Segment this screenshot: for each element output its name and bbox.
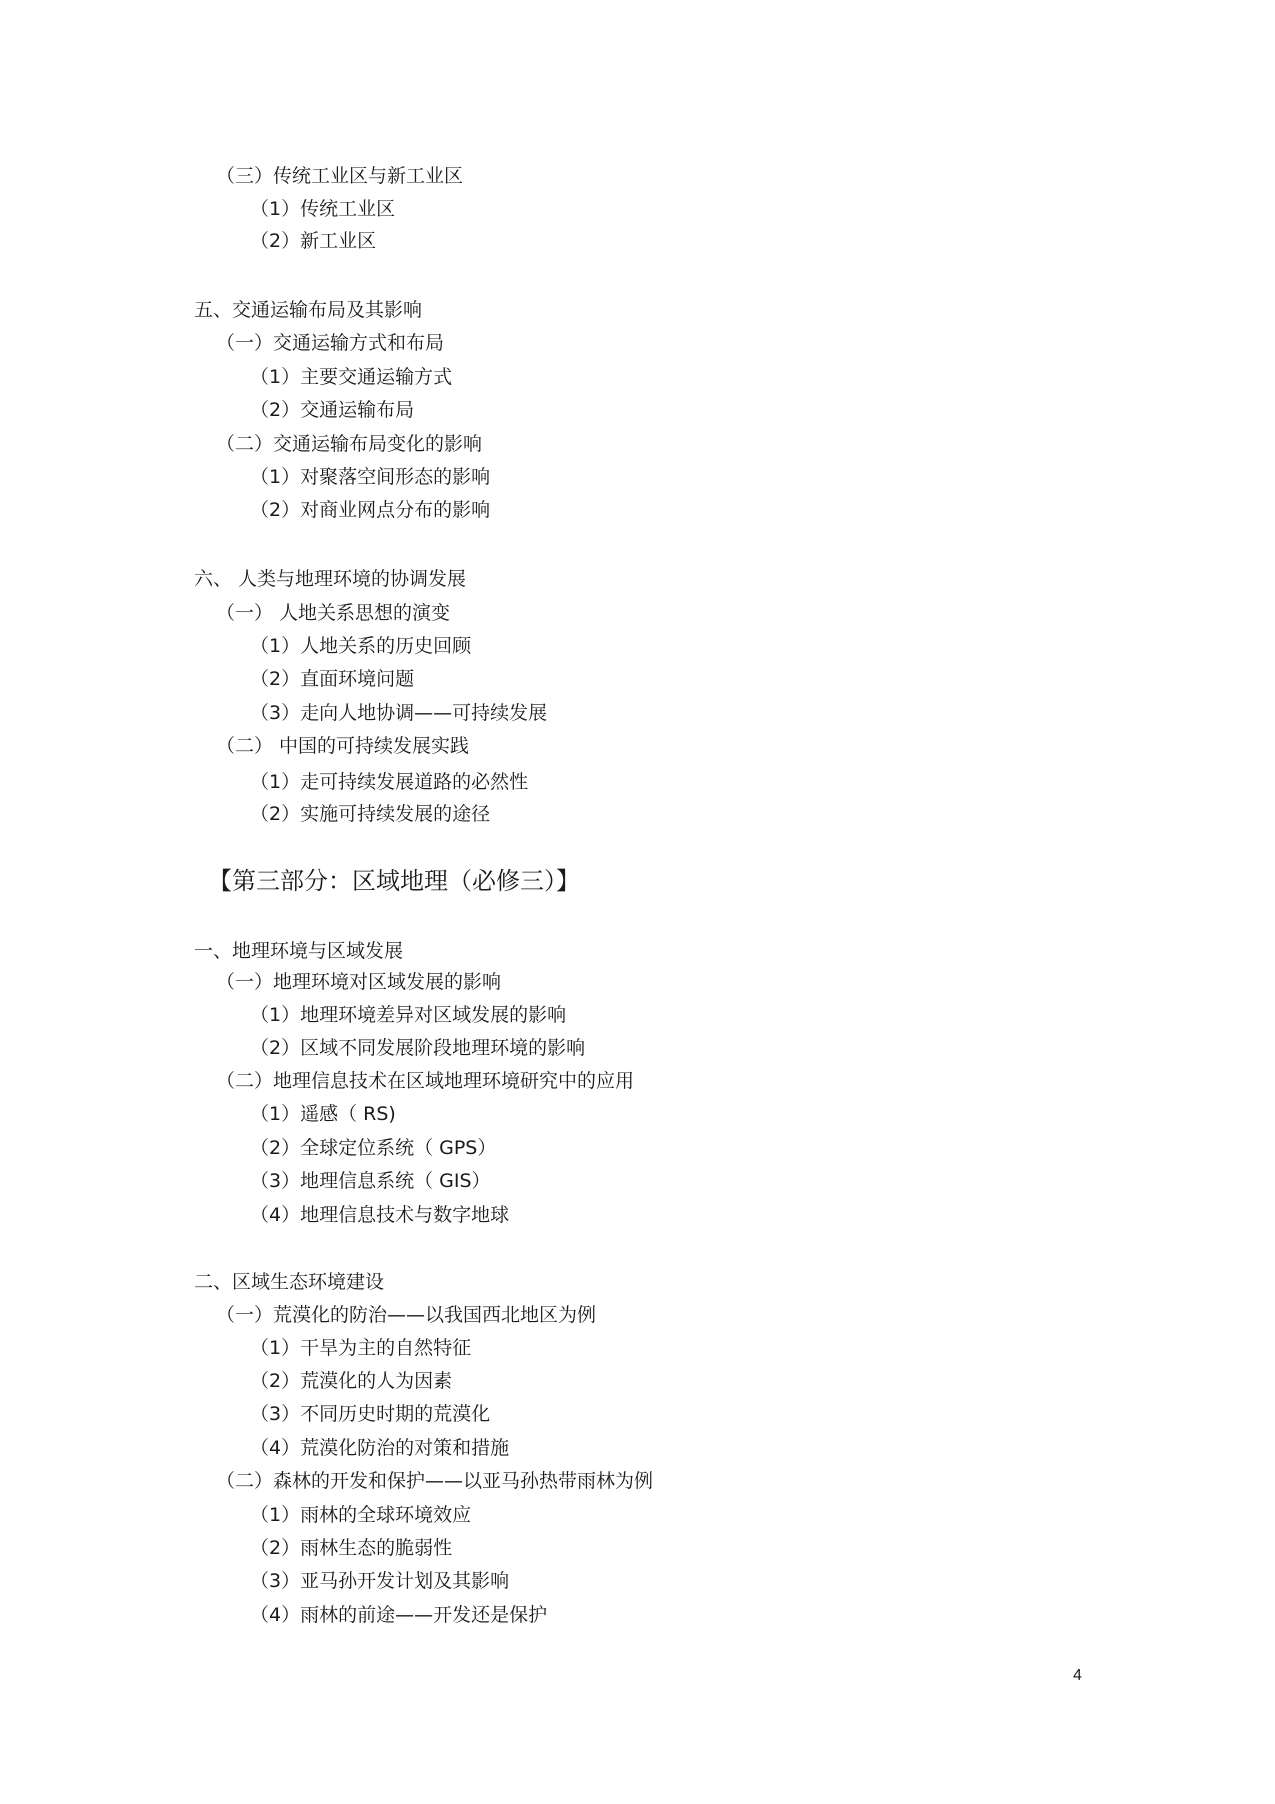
subsection-heading: （一） 人地关系思想的演变 — [216, 602, 451, 624]
section-heading: 五、交通运输布局及其影响 — [194, 299, 423, 321]
list-item: （3）走向人地协调——可持续发展 — [250, 702, 548, 724]
list-item: （2）区域不同发展阶段地理环境的影响 — [250, 1037, 586, 1059]
list-item: （1）传统工业区 — [250, 198, 396, 220]
part-title: 【第三部分：区域地理（必修三）】 — [208, 867, 580, 895]
list-item: （1）人地关系的历史回顾 — [250, 635, 472, 657]
list-item: （2）雨林生态的脆弱性 — [250, 1537, 453, 1559]
list-item: （2）直面环境问题 — [250, 668, 415, 690]
list-item: （3）不同历史时期的荒漠化 — [250, 1403, 491, 1425]
subsection-heading: （一）交通运输方式和布局 — [216, 332, 445, 354]
subsection-heading: （二）森林的开发和保护——以亚马孙热带雨林为例 — [216, 1470, 654, 1492]
list-item: （3）地理信息系统（ GIS） — [250, 1170, 491, 1192]
list-item: （2）对商业网点分布的影响 — [250, 499, 491, 521]
list-item: （2）荒漠化的人为因素 — [250, 1370, 453, 1392]
list-item: （1）地理环境差异对区域发展的影响 — [250, 1004, 567, 1026]
list-item: （1）主要交通运输方式 — [250, 366, 453, 388]
list-item: （2）全球定位系统（ GPS） — [250, 1137, 497, 1159]
subsection-heading: （三）传统工业区与新工业区 — [216, 165, 464, 187]
list-item: （2）实施可持续发展的途径 — [250, 803, 491, 825]
section-heading: 六、 人类与地理环境的协调发展 — [194, 568, 467, 590]
list-item: （1）雨林的全球环境效应 — [250, 1504, 472, 1526]
section-heading: 二、区域生态环境建设 — [194, 1271, 385, 1293]
list-item: （1）走可持续发展道路的必然性 — [250, 771, 529, 793]
list-item: （4）地理信息技术与数字地球 — [250, 1204, 510, 1226]
list-item: （3）亚马孙开发计划及其影响 — [250, 1570, 510, 1592]
subsection-heading: （二）地理信息技术在区域地理环境研究中的应用 — [216, 1070, 635, 1092]
list-item: （4）雨林的前途——开发还是保护 — [250, 1604, 548, 1626]
list-item: （1）遥感（ RS) — [250, 1103, 396, 1125]
list-item: （2）新工业区 — [250, 230, 377, 252]
list-item: （1）干旱为主的自然特征 — [250, 1337, 472, 1359]
subsection-heading: （二） 中国的可持续发展实践 — [216, 735, 470, 757]
subsection-heading: （二）交通运输布局变化的影响 — [216, 433, 483, 455]
page-number: 4 — [1073, 1667, 1082, 1684]
list-item: （1）对聚落空间形态的影响 — [250, 466, 491, 488]
section-heading: 一、地理环境与区域发展 — [194, 940, 404, 962]
list-item: （4）荒漠化防治的对策和措施 — [250, 1437, 510, 1459]
subsection-heading: （一）荒漠化的防治——以我国西北地区为例 — [216, 1304, 597, 1326]
list-item: （2）交通运输布局 — [250, 399, 415, 421]
subsection-heading: （一）地理环境对区域发展的影响 — [216, 971, 502, 993]
